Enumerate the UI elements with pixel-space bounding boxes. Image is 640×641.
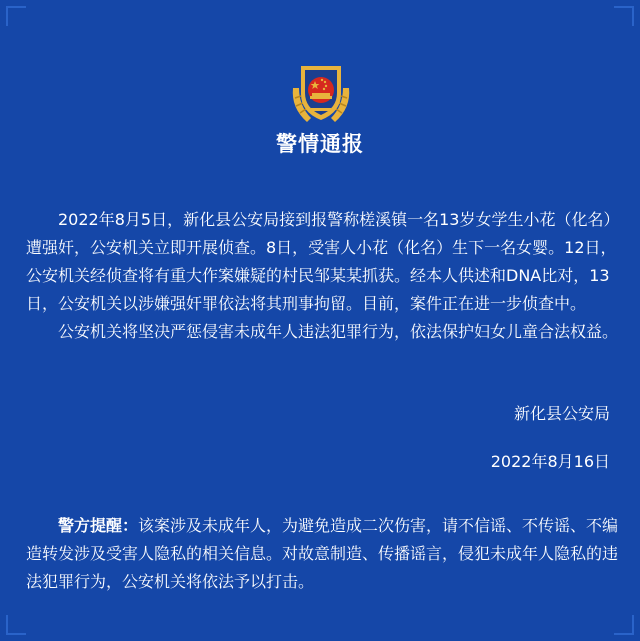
corner-decoration — [6, 6, 26, 26]
reminder-text: 该案涉及未成年人，为避免造成二次伤害，请不信谣、不传谣、不编造转发涉及受害人隐私的相关信息。对故意制造、传播谣言，侵犯未成年人隐私的违法犯罪行为，公安机关将依法予以打击。 — [26, 516, 619, 591]
notice-title: 警情通报 — [276, 132, 364, 156]
notice-paragraph: 2022年8月5日，新化县公安局接到报警称槎溪镇一名13岁女学生小花（化名）遭强奸，公安机关立即开展侦查。8日，受害人小花（化名）生下一名女婴。12日，公安机关经侦查将有重大作案嫌疑的村民邹某某抓获。经本人供述和DNA比对，13日，公安机关以涉嫌强奸罪依法将其刑事拘留。目前，案件正在进一步侦查中。 — [26, 210, 620, 313]
police-emblem-icon — [285, 58, 357, 130]
corner-decoration — [614, 615, 634, 635]
notice-paragraph: 公安机关将坚决严惩侵害未成年人违法犯罪行为，依法保护妇女儿童合法权益。 — [58, 322, 619, 341]
issue-date: 2022年8月16日 — [490, 452, 610, 471]
issuing-organization: 新化县公安局 — [513, 404, 610, 423]
reminder-label: 警方提醒： — [58, 516, 139, 535]
corner-decoration — [614, 6, 634, 26]
police-reminder — [26, 512, 622, 596]
corner-decoration — [6, 615, 26, 635]
notice-body — [26, 206, 622, 346]
signature-block — [491, 400, 610, 476]
